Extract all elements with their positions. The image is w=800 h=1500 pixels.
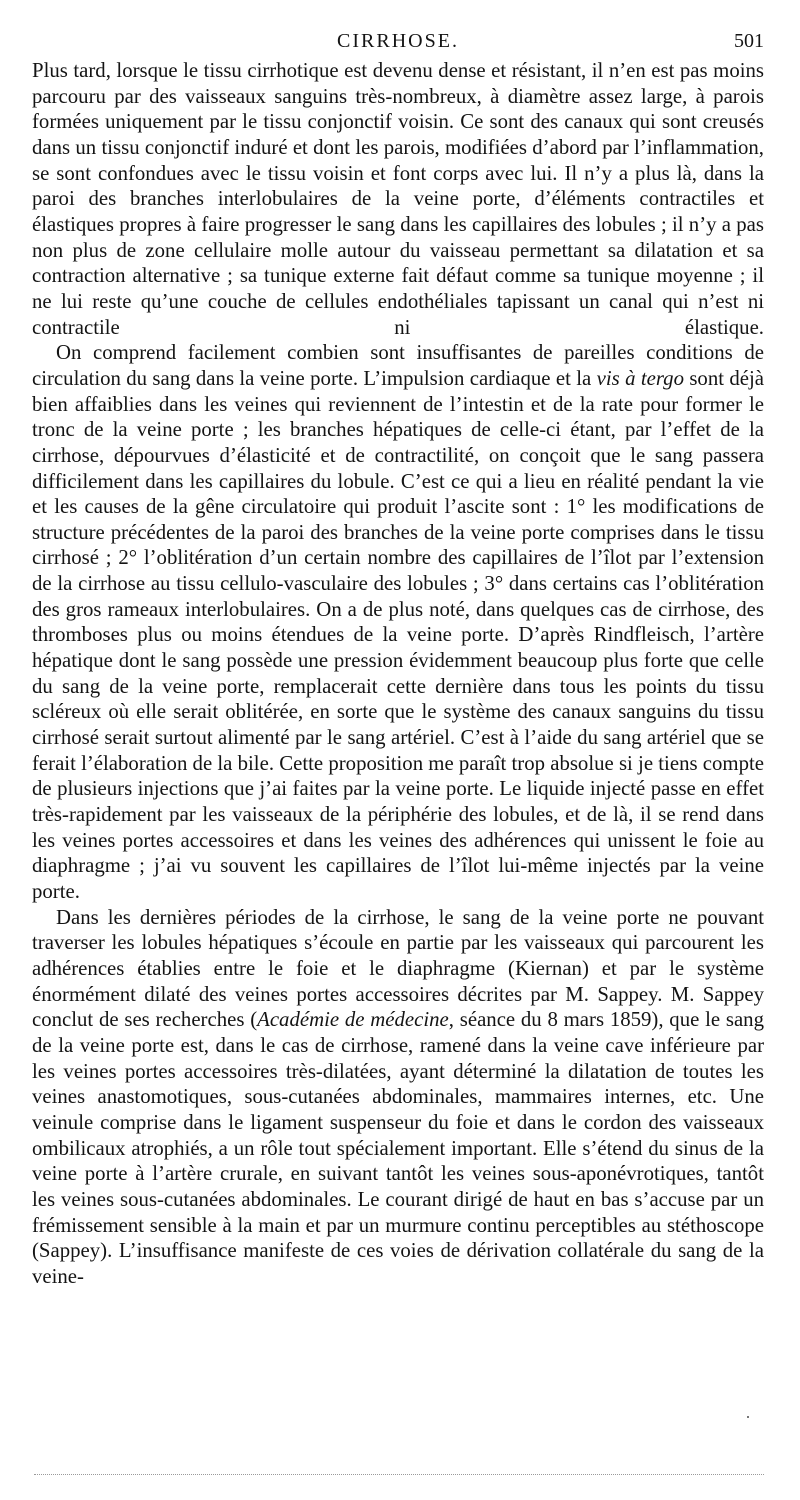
- paragraph-3: [32, 905, 764, 1290]
- running-title: CIRRHOSE.: [337, 30, 459, 52]
- paragraph-1-text: Plus tard, lorsque le tissu cirrhotique est devenu dense et résistant, il n’en est pas moins parcouru par des vaisseaux sanguins très-nombreux, à diamètre assez large, à parois formées uniquement par le tissu conjonctif voisin. Ce sont des canaux qui sont creusés dans un tissu conjonctif induré et dont les parois, modifiées d’abord par l’inflammation, se sont confondues avec le tissu voisin et font corps avec lui. Il n’y a plus là, dans la paroi des branches interlobulaires de la veine porte, d’éléments contractiles et élastiques propres à faire progresser le sang dans les capillaires des lobules ; il n’y a pas non plus de zone cellulaire molle autour du vaisseau permettant sa dilatation et sa contraction alternative ; sa tunique externe fait défaut comme sa tunique moyenne ; il ne lui reste qu’une couche de cellules endothéliales tapissant un canal qui n’est ni contractile ni élastique.: [32, 59, 764, 339]
- paragraph-2-text-after: sont déjà bien affaiblies dans les veines qui reviennent de l’intestin et de la rate pour former le tronc de la veine porte ; les branches hépatiques de celle-ci étant, par l’effet de la cirrhose, dépourvues d’élasticité et de contractilité, on conçoit que le sang passera difficilement dans les capillaires du lobule. C’est ce qui a lieu en réalité pendant la vie et les causes de la gêne circulatoire qui produit l’ascite sont : 1° les modifications de structure précédentes de la paroi des branches de la veine porte comprises dans le tissu cirrhosé ; 2° l’oblitération d’un certain nombre des capillaires de l’îlot par l’extension de la cirrhose au tissu cellulo-vasculaire des lobules ; 3° dans certains cas l’oblitération des gros rameaux interlobulaires. On a de plus noté, dans quelques cas de cirrhose, des thromboses plus ou moins étendues de la veine porte. D’après Rindfleisch, l’artère hépatique dont le sang possède une pression évidemment beaucoup plus forte que celle du sang de la veine porte, remplacerait cette dernière dans tous les points du tissu scléreux où elle serait oblitérée, en sorte que le système des canaux sanguins du tissu cirrhosé serait surtout alimenté par le sang artériel. C’est à l’aide du sang artériel que se ferait l’élaboration de la bile. Cette proposition me paraît trop absolue si je tiens compte de plusieurs injections que j’ai faites par la veine porte. Le liquide injecté passe en effet très-rapidement par les vaisseaux de la périphérie des lobules, et de là, il se rend dans les veines portes accessoires et dans les veines des adhérences qui unissent le foie au diaphragme ; j’ai vu souvent les capillaires de l’îlot lui-même injectés par la veine porte.: [32, 366, 764, 903]
- footer-rule: [34, 1474, 764, 1475]
- running-head: [32, 26, 764, 56]
- paragraph-2-text-before: On comprend facilement combien sont insuffisantes de pareilles conditions de circulation du sang dans la veine porte. L’impulsion cardiaque et la: [32, 341, 764, 390]
- body-text: [32, 58, 764, 1290]
- paragraph-2: [32, 340, 764, 904]
- paragraph-3-emphasis: Académie de médecine: [257, 1008, 449, 1032]
- paragraph-3-text-before: Dans les dernières périodes de la cirrhose, le sang de la veine porte ne pouvant traverser les lobules hépatiques s’écoule en partie par les vaisseaux qui parcourent les adhérences établies entre le foie et le diaphragme (Kiernan) et par le système énormément dilaté des veines portes accessoires décrites par M. Sappey. M. Sappey conclut de ses recherches (: [32, 905, 764, 1032]
- paragraph-1: [32, 58, 764, 340]
- print-speck: [747, 1416, 749, 1418]
- page-number: 501: [734, 30, 764, 52]
- paragraph-3-text-after: , séance du 8 mars 1859), que le sang de la veine porte est, dans le cas de cirrhose, ramené dans la veine cave inférieure par les veines portes accessoires très-dilatées, ayant déterminé la dilatation de toutes les veines anastomotiques, sous-cutanées abdominales, mammaires internes, etc. Une veinule comprise dans le ligament suspenseur du foie et dans le cordon des vaisseaux ombilicaux atrophiés, a un rôle tout spécialement important. Elle s’étend du sinus de la veine porte à l’artère crurale, en suivant tantôt les veines sous-aponévrotiques, tantôt les veines sous-cutanées abdominales. Le courant dirigé de haut en bas s’accuse par un frémissement sensible à la main et par un murmure continu perceptibles au stéthoscope (Sappey). L’insuffisance manifeste de ces voies de dérivation collatérale du sang de la veine-: [32, 1008, 764, 1288]
- paragraph-2-emphasis: vis à tergo: [596, 366, 684, 390]
